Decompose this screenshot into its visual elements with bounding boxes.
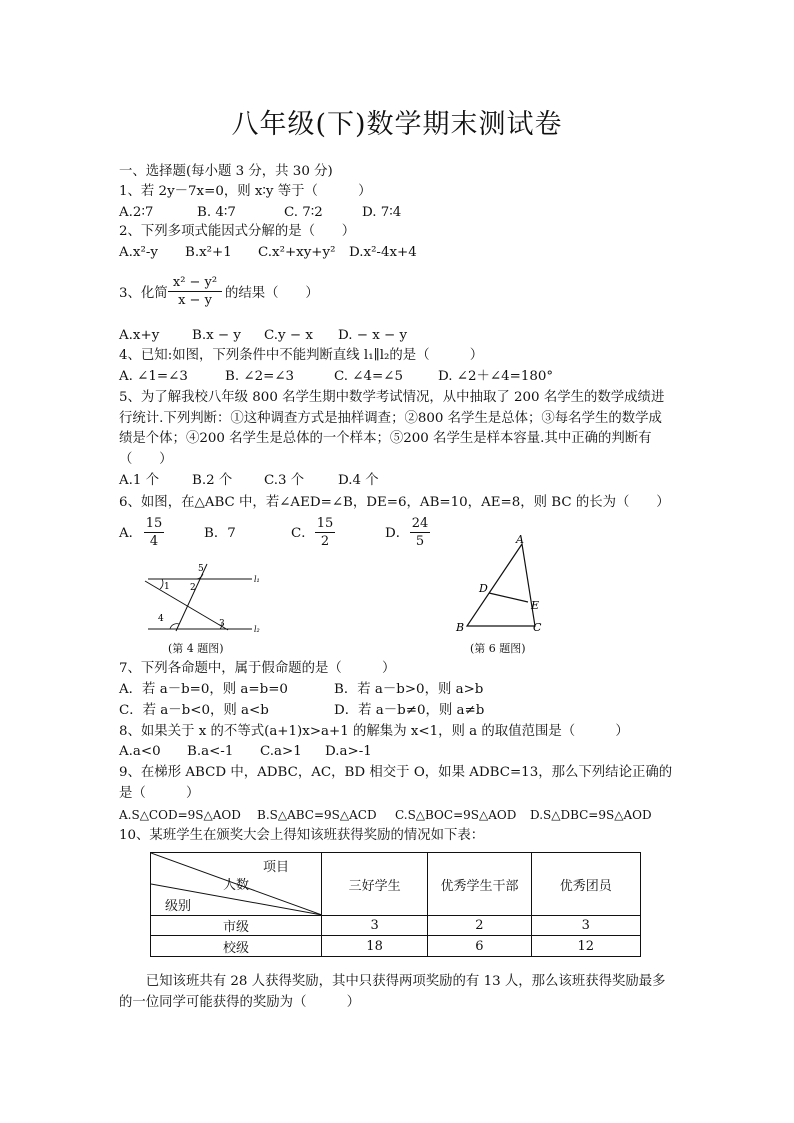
q6-option-b[interactable]: B．7 xyxy=(204,526,236,541)
row-label: 校级 xyxy=(151,936,322,957)
corner-label-item: 项目 xyxy=(263,860,290,875)
award-table xyxy=(150,852,641,957)
angle-label-1: 1 xyxy=(164,582,170,592)
q1-option-a[interactable]: A.2∶7 xyxy=(119,205,154,220)
table-cell: 3 xyxy=(531,916,640,936)
question-10-condition-line-1: 已知该班共有 28 人获得奖励，其中只获得两项奖励的有 13 人，那么该班获得奖励最多 xyxy=(119,974,666,989)
figure-4-caption: (第 4 题图) xyxy=(168,642,224,655)
table-row xyxy=(151,936,641,957)
angle-1-arc xyxy=(160,579,163,589)
question-10-stem: 10、某班学生在颁奖大会上得知该班获得奖励的情况如下表： xyxy=(119,828,485,843)
question-6-stem: 6、如图，在△ABC 中，若∠AED=∠B，DE=6，AB=10，AE=8，则 BC 的长为（ ） xyxy=(119,495,670,510)
angle-label-3: 3 xyxy=(219,619,225,629)
q7-option-c[interactable]: C．若 a－b<0，则 a<b xyxy=(119,703,269,718)
question-7-stem: 7、下列各命题中，属于假命题的是（ ） xyxy=(119,661,396,676)
triangle-abc xyxy=(467,544,535,626)
table-cell: 2 xyxy=(428,916,531,936)
vertex-label-c: C xyxy=(533,621,542,634)
question-8-stem: 8、如果关于 x 的不等式(a+1)x>a+1 的解集为 x<1，则 a 的取值范围是（ ） xyxy=(119,724,629,739)
fraction-numerator: 15 xyxy=(145,516,163,531)
q6-option-d-fraction xyxy=(410,516,430,549)
q2-option-b[interactable]: B.x²+1 xyxy=(185,245,232,260)
q6-option-a-fraction xyxy=(144,516,164,549)
point-label-d: D xyxy=(479,582,488,595)
figure-4-parallel-lines xyxy=(140,558,270,638)
fraction-denominator: 2 xyxy=(320,534,330,549)
q6-option-d[interactable]: D． xyxy=(385,526,410,541)
question-2-stem: 2、下列多项式能因式分解的是（ ） xyxy=(119,224,356,239)
transversal-b xyxy=(176,564,207,631)
q3-numerator: x² − y² xyxy=(172,275,218,290)
question-5-line-3: 绩是个体；④200 名学生是总体的一个样本；⑤200 名学生是样本容量.其中正确的判断有 xyxy=(119,431,652,446)
q3-fraction xyxy=(168,275,222,308)
q1-option-d[interactable]: D. 7∶4 xyxy=(362,205,402,220)
fraction-denominator: 4 xyxy=(149,534,159,549)
fraction-bar xyxy=(168,291,222,292)
table-cell: 12 xyxy=(531,936,640,957)
table-cell: 3 xyxy=(321,916,427,936)
q8-option-c[interactable]: C.a>1 xyxy=(260,744,302,759)
question-1-stem: 1、若 2y－7x=0，则 x∶y 等于（ ） xyxy=(119,184,372,199)
table-header: 优秀学生干部 xyxy=(428,853,531,916)
q2-option-d[interactable]: D.x²-4x+4 xyxy=(349,245,417,260)
question-5-line-4: （ ） xyxy=(119,452,173,467)
angle-label-2: 2 xyxy=(190,583,196,593)
q7-option-a[interactable]: A．若 a－b=0，则 a=b=0 xyxy=(119,682,288,697)
q1-option-c[interactable]: C. 7∶2 xyxy=(284,205,323,220)
point-label-e: E xyxy=(531,599,540,612)
line-label-l1: l₁ xyxy=(254,575,260,584)
q9-option-a[interactable]: A.S△COD=9S△AOD xyxy=(119,808,241,822)
q2-option-c[interactable]: C.x²+xy+y² xyxy=(258,245,336,260)
q8-option-a[interactable]: A.a<0 xyxy=(119,744,161,759)
q3-option-a[interactable]: A.x+y xyxy=(119,328,160,343)
question-4-stem: 4、已知:如图，下列条件中不能判断直线 l₁∥l₂的是（ ） xyxy=(119,348,484,363)
corner-label-level: 级别 xyxy=(165,899,192,914)
table-cell: 18 xyxy=(321,936,427,957)
segment-de xyxy=(489,593,528,602)
q5-option-c[interactable]: C.3 个 xyxy=(264,473,305,488)
q3-denominator: x − y xyxy=(178,293,212,308)
q9-option-c[interactable]: C.S△BOC=9S△AOD xyxy=(395,808,517,822)
fraction-bar xyxy=(410,532,430,533)
angle-label-5: 5 xyxy=(198,564,204,574)
fraction-bar xyxy=(144,532,164,533)
table-header: 三好学生 xyxy=(321,853,427,916)
table-header: 优秀团员 xyxy=(531,853,640,916)
q8-option-d[interactable]: D.a>-1 xyxy=(325,744,372,759)
q7-option-b[interactable]: B．若 a－b>0，则 a>b xyxy=(334,682,484,697)
vertex-label-b: B xyxy=(456,621,465,634)
line-label-l2: l₂ xyxy=(254,625,260,634)
q4-option-c[interactable]: C. ∠4=∠5 xyxy=(334,369,403,384)
angle-label-4: 4 xyxy=(158,614,164,624)
q2-option-a[interactable]: A.x²-y xyxy=(119,245,158,260)
table-corner-cell xyxy=(151,853,322,916)
figure-6-triangle xyxy=(450,532,550,634)
vertex-label-a: A xyxy=(516,533,524,546)
row-label: 市级 xyxy=(151,916,322,936)
fraction-numerator: 24 xyxy=(411,516,429,531)
question-9-line-1: 9、在梯形 ABCD 中，ADBC，AC，BD 相交于 O，如果 ADBC=13，那么下列结论正确的 xyxy=(119,765,673,780)
q5-option-b[interactable]: B.2 个 xyxy=(192,473,233,488)
question-10-condition-line-2: 的一位同学可能获得的奖励为（ ） xyxy=(119,995,361,1010)
q9-option-b[interactable]: B.S△ABC=9S△ACD xyxy=(257,808,377,822)
figure-6-caption: (第 6 题图) xyxy=(470,642,526,655)
question-5-line-2: 行统计.下列判断：①这种调查方式是抽样调查；②800 名学生是总体；③每名学生的数学成 xyxy=(119,411,662,426)
q5-option-d[interactable]: D.4 个 xyxy=(338,473,379,488)
q3-option-b[interactable]: B.x − y xyxy=(192,328,241,343)
q6-option-a[interactable]: A． xyxy=(119,526,143,541)
fraction-denominator: 5 xyxy=(415,534,425,549)
q6-option-c[interactable]: C． xyxy=(291,526,315,541)
table-cell: 6 xyxy=(428,936,531,957)
q6-option-c-fraction xyxy=(315,516,335,549)
section-heading: 一、选择题(每小题 3 分，共 30 分) xyxy=(119,164,333,179)
table-row xyxy=(151,916,641,936)
question-3-suffix: 的结果（ ） xyxy=(225,286,319,301)
corner-label-count: 人数 xyxy=(223,878,250,893)
question-5-line-1: 5、为了解我校八年级 800 名学生期中数学考试情况，从中抽取了 200 名学生的数学成绩进 xyxy=(119,390,665,405)
q4-option-b[interactable]: B. ∠2=∠3 xyxy=(225,369,295,384)
question-9-line-2: 是（ ） xyxy=(119,786,200,801)
q7-option-d[interactable]: D．若 a－b≠0，则 a≠b xyxy=(334,703,485,718)
fraction-bar xyxy=(315,532,335,533)
question-3-prefix: 3、化简 xyxy=(119,286,168,301)
q3-option-c[interactable]: C.y − x xyxy=(264,328,313,343)
q4-option-d[interactable]: D. ∠2＋∠4=180° xyxy=(438,369,554,384)
q1-option-b[interactable]: B. 4∶7 xyxy=(197,205,236,220)
q3-option-d[interactable]: D. − x − y xyxy=(338,328,408,343)
q5-option-a[interactable]: A.1 个 xyxy=(119,473,160,488)
q8-option-b[interactable]: B.a<-1 xyxy=(187,744,234,759)
q9-option-d[interactable]: D.S△DBC=9S△AOD xyxy=(530,808,652,822)
q4-option-a[interactable]: A. ∠1=∠3 xyxy=(119,369,188,384)
fraction-numerator: 15 xyxy=(316,516,334,531)
page-title: 八年级(下)数学期末测试卷 xyxy=(231,109,563,140)
